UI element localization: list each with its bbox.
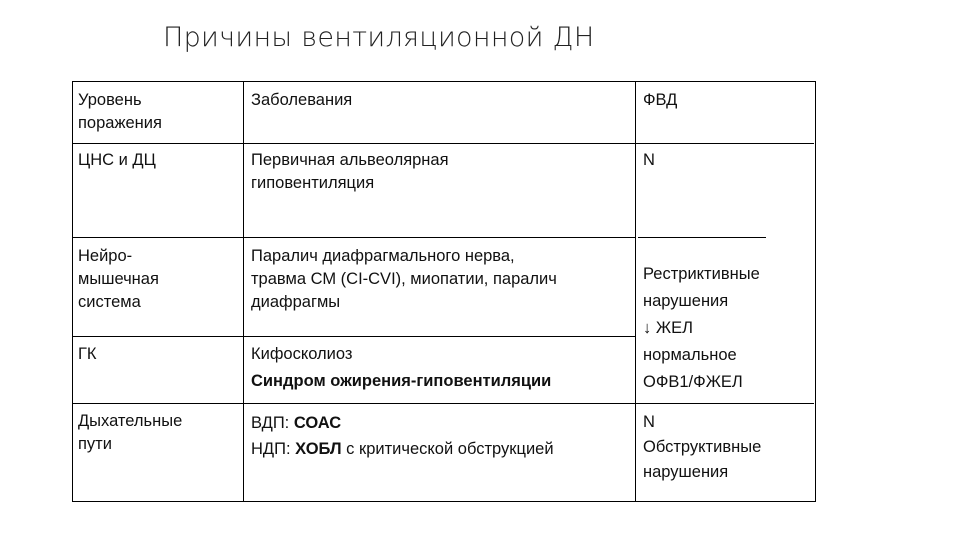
fvd-line: Обструктивные (643, 438, 762, 456)
level-line: мышечная (78, 270, 159, 288)
row-cns-fvd: N (643, 151, 655, 169)
fvd-line: ОФВ1/ФЖЕЛ (643, 373, 743, 391)
column-divider-2 (635, 82, 636, 501)
level-line: Нейро- (78, 247, 133, 265)
row-neuromuscular-level (78, 245, 159, 314)
disease-line: Кифосколиоз (251, 345, 353, 363)
bold-text: ХОБЛ (295, 440, 342, 458)
lower-airways-prefix: НДП: (251, 440, 296, 458)
row-divider-cns-fvd (638, 237, 766, 238)
disease-line: гиповентиляция (251, 174, 375, 192)
bold-text: Синдром ожирения-гиповентиляции (251, 372, 552, 390)
row-airways-fvd (643, 410, 761, 485)
fvd-line: Рестриктивные (643, 265, 760, 283)
fvd-line: ↓ ЖЕЛ (643, 319, 693, 337)
row-cns-level: ЦНС и ДЦ (78, 151, 156, 169)
row-divider-header (73, 143, 814, 144)
fvd-line: нормальное (643, 346, 737, 364)
row-divider-chest (73, 403, 814, 404)
header-level (78, 89, 162, 135)
row-divider-cns (73, 237, 635, 238)
row-cns-disease (251, 149, 449, 195)
slide-title: Причины вентиляционной ДН (163, 22, 595, 53)
merged-fvd-restrictive (643, 261, 760, 396)
fvd-line: нарушения (643, 292, 729, 310)
bold-text: СОАС (293, 414, 342, 432)
disease-line: травма СМ (CI-CVI), миопатии, паралич (251, 270, 557, 288)
disease-line: диафрагмы (251, 293, 341, 311)
disease-line (251, 410, 554, 436)
row-divider-neuromuscular (73, 336, 635, 337)
header-fvd: ФВД (643, 91, 678, 109)
fvd-line: N (643, 413, 655, 431)
header-level-line: Уровень (78, 91, 142, 109)
level-line: пути (78, 435, 112, 453)
row-neuromuscular-disease (251, 245, 557, 314)
upper-airways-prefix: ВДП: (251, 414, 294, 432)
header-level-line: поражения (78, 114, 162, 132)
disease-line-bold (251, 368, 551, 395)
row-chest-disease (251, 341, 551, 395)
fvd-line: нарушения (643, 463, 729, 481)
disease-suffix: с критической обструкцией (341, 440, 554, 458)
header-disease: Заболевания (251, 91, 353, 109)
row-airways-disease (251, 410, 554, 462)
disease-line (251, 436, 554, 462)
level-line: Дыхательные (78, 412, 183, 430)
disease-line: Первичная альвеолярная (251, 151, 449, 169)
causes-table (72, 81, 816, 502)
level-line: система (78, 293, 141, 311)
column-divider-1 (243, 82, 244, 501)
row-chest-level: ГК (78, 345, 97, 363)
row-airways-level (78, 410, 182, 456)
disease-line: Паралич диафрагмального нерва, (251, 247, 515, 265)
